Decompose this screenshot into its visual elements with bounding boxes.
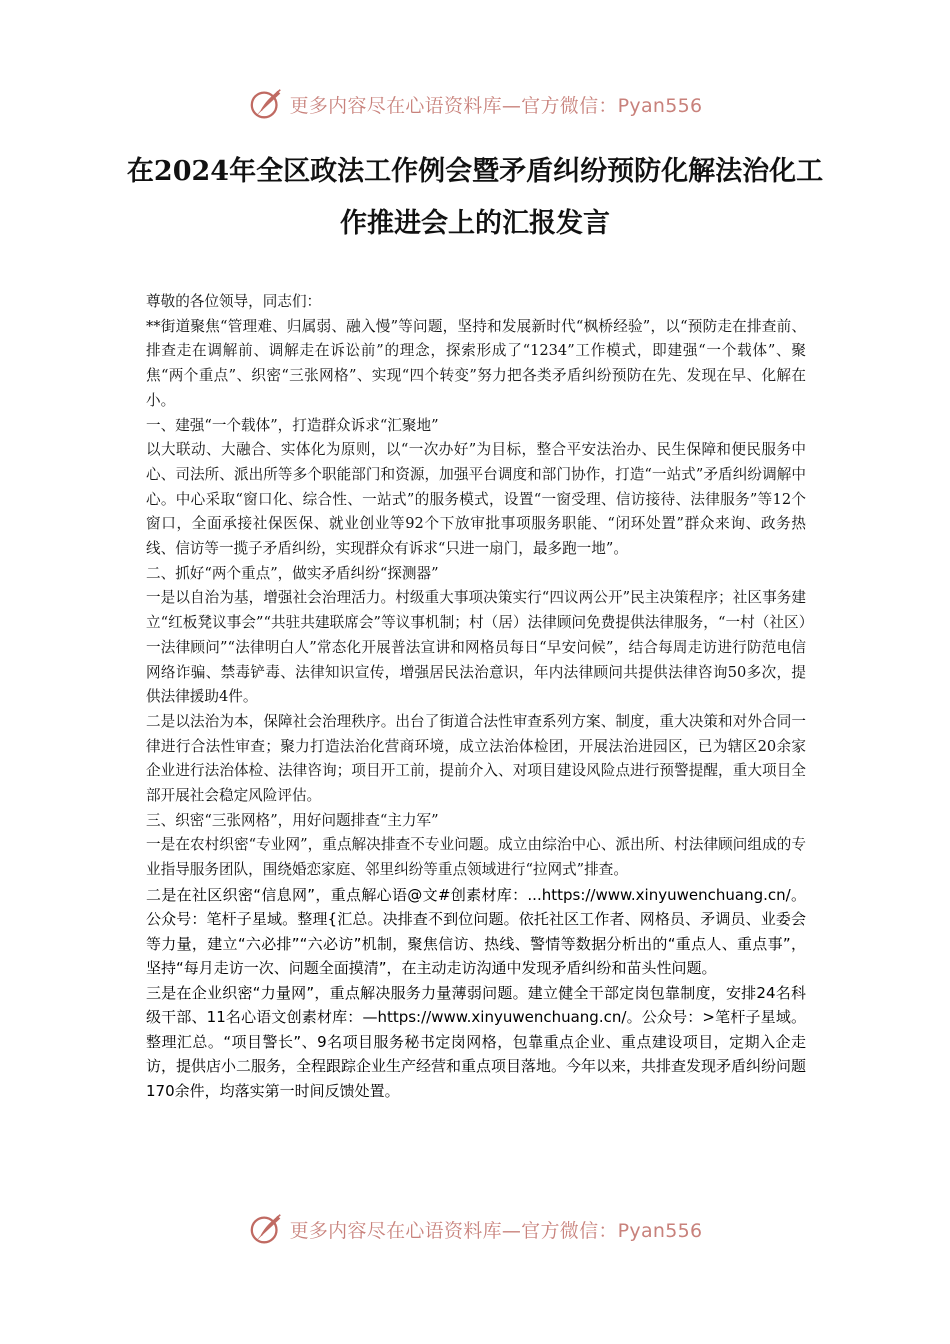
section-1-paragraph: 以大联动、大融合、实体化为原则，以“一次办好”为目标，整合平安法治办、民生保障和便民服务中心、司法所、派出所等多个职能部门和资源，加强平台调度和部门协作，打造“一站式”矛盾纠纷调解中心。中心采取“窗口化、综合性、一站式”的服务模式，设置“一窗受理、信访接待、法律服务”等12个窗口，全面承接社保医保、就业创业等92个下放审批事项服务职能、“闭环处置”群众来询、政务热线、信访等一揽子矛盾纠纷，实现群众有诉求“只进一扇门，最多跑一地”。	[146, 441, 806, 558]
section-heading-1: 一、建强“一个载体”，打造群众诉求“汇聚地”	[146, 416, 439, 434]
banner-text: 更多内容尽在心语资料库—官方微信：Pyan556	[289, 94, 703, 117]
section-3-paragraph-3: 三是在企业织密“力量网”，重点解决服务力量薄弱问题。建立健全干部定岗包靠制度，安排24名科级干部、11名心语文创素材库：—https://www.xinyuwenchuang.cn/。公众号：>笔杆子星域。整理汇总。“项目警长”、9名项目服务秘书定岗网格，包靠重点企业、重点建设项目，定期入企走访，提供店小二服务，全程跟踪企业生产经营和重点项目落地。今年以来，共排查发现矛盾纠纷问题170余件，均落实第一时间反馈处置。	[146, 983, 807, 1100]
section-3-paragraph-2: 二是在社区织密“信息网”，重点解心语@文#创素材库：...https://www.xinyuwenchuang.cn/。公众号：笔杆子星域。整理{汇总。决排查不到位问题。依托社区工作者、网格员、矛调员、业委会等力量，建立“六必排”“六必访”机制，聚焦信访、热线、警情等数据分析出的“重点人、重点事”，坚持“每月走访一次、问题全面摸清”，在主动走访沟通中发现矛盾纠纷和苗头性问题。	[146, 885, 806, 978]
footer-banner	[0, 1207, 950, 1251]
banner-text: 更多内容尽在心语资料库—官方微信：Pyan556	[289, 1219, 703, 1242]
document-body	[146, 290, 806, 1103]
header-banner	[0, 82, 950, 126]
section-2-paragraph-2: 二是以法治为本，保障社会治理秩序。出台了街道合法性审查系列方案、制度，重大决策和对外合同一律进行合法性审查；聚力打造法治化营商环境，成立法治体检团，开展法治进园区，已为辖区20余家企业进行法治体检、法律咨询；项目开工前，提前介入、对项目建设风险点进行预警提醒，重大项目全部开展社会稳定风险评估。	[146, 712, 806, 805]
document-title: 在2024年全区政法工作例会暨矛盾纠纷预防化解法治化工作推进会上的汇报发言	[126, 156, 824, 239]
section-3-paragraph-1: 一是在农村织密“专业网”，重点解决排查不专业问题。成立由综治中心、派出所、村法律顾问组成的专业指导服务团队，围绕婚恋家庭、邻里纠纷等重点领域进行“拉网式”排查。	[146, 836, 806, 879]
section-heading-3: 三、织密“三张网格”，用好问题排查“主力军”	[146, 811, 439, 829]
salutation: 尊敬的各位领导，同志们：	[146, 293, 322, 310]
section-heading-2: 二、抓好“两个重点”，做实矛盾纠纷“探测器”	[146, 564, 439, 582]
quill-logo-icon	[248, 85, 286, 123]
section-2-paragraph-1: 一是以自治为基，增强社会治理活力。村级重大事项决策实行“四议两公开”民主决策程序；社区事务建立“红板凳议事会”“共驻共建联席会”等议事机制；村（居）法律顾问免费提供法律服务，“一村（社区）一法律顾问”“法律明白人”常态化开展普法宣讲和网格员每日“早安问候”，结合每周走访进行防范电信网络诈骗、禁毒铲毒、法律知识宣传，增强居民法治意识，年内法律顾问共提供法律咨询50多次，提供法律援助4件。	[146, 589, 806, 706]
quill-logo-icon	[248, 1210, 286, 1248]
intro-paragraph: **街道聚焦“管理难、归属弱、融入慢”等问题，坚持和发展新时代“枫桥经验”，以“预防走在排查前、排查走在调解前、调解走在诉讼前”的理念，探索形成了“1234”工作模式，即建强“一个载体”、聚焦“两个重点”、织密“三张网格”、实现“四个转变”努力把各类矛盾纠纷预防在先、发现在早、化解在小。	[146, 317, 806, 409]
